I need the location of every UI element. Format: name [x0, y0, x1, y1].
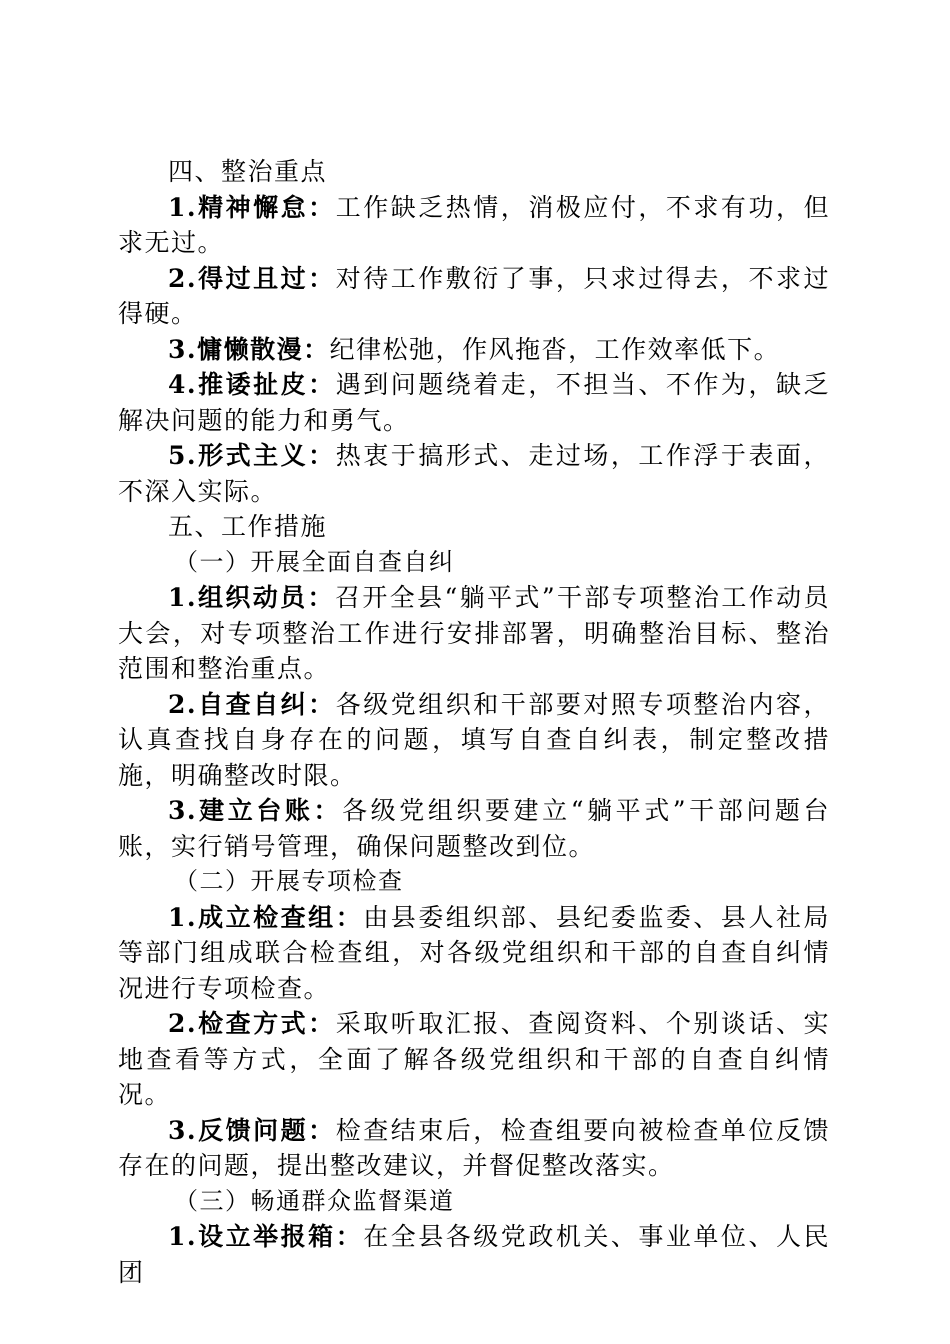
item-label: 1.精神懈怠： [168, 192, 336, 222]
item-label: 3.建立台账： [168, 796, 343, 825]
list-item [118, 332, 830, 368]
item-text: 各级党组织和干部要对照专项整治内容，认真查找自身存在的问题，填写自查自纠表，制定整改措施，明确整改时限。 [118, 689, 830, 790]
item-text: 召开全县“躺平式”干部专项整治工作动员大会，对专项整治工作进行安排部署，明确整治目标、整治范围和整治重点。 [118, 583, 830, 683]
item-label: 4.推诿扯皮： [168, 370, 336, 399]
item-label: 2.得过且过： [168, 263, 336, 293]
list-item [118, 900, 830, 1007]
item-label: 5.形式主义： [168, 441, 336, 470]
item-label: 1.设立举报箱： [168, 1222, 364, 1251]
list-item [118, 367, 830, 438]
item-text: 由县委组织部、县纪委监委、县人社局等部门组成联合检查组，对各级党组织和干部的自查自纠情况进行专项检查。 [118, 902, 830, 1003]
list-item [118, 1006, 830, 1113]
item-text: 采取听取汇报、查阅资料、个别谈话、实地查看等方式，全面了解各级党组织和干部的自查自纠情况。 [118, 1009, 830, 1109]
item-text: 工作缺乏热情，消极应付，不求有功，但求无过。 [118, 192, 830, 257]
list-item [118, 438, 830, 509]
item-text: 各级党组织要建立“躺平式”干部问题台账，实行销号管理，确保问题整改到位。 [118, 796, 830, 861]
item-label: 2.自查自纠： [168, 689, 336, 719]
item-label: 1.组织动员： [168, 583, 335, 612]
list-item [118, 261, 830, 332]
list-item [118, 580, 830, 687]
section-heading: 四、整治重点 [168, 157, 328, 186]
document-page [118, 154, 830, 1290]
item-label: 2.检查方式： [168, 1009, 336, 1038]
list-item [118, 1113, 830, 1184]
item-text: 对待工作敷衍了事，只求过得去，不求过得硬。 [118, 263, 830, 328]
item-label: 3.反馈问题： [168, 1115, 336, 1145]
item-text: 热衷于搞形式、走过场，工作浮于表面，不深入实际。 [118, 441, 830, 506]
item-text: 纪律松弛，作风拖沓，工作效率低下。 [329, 334, 781, 364]
list-item [118, 190, 830, 261]
item-label: 1.成立检查组： [168, 902, 364, 932]
item-text: 遇到问题绕着走，不担当、不作为，缺乏解决问题的能力和勇气。 [118, 370, 830, 435]
item-text: 在全县各级党政机关、事业单位、人民团 [118, 1222, 830, 1287]
item-text: 检查结束后，检查组要向被检查单位反馈存在的问题，提出整改建议，并督促整改落实。 [118, 1115, 830, 1180]
subsection-heading: （一）开展全面自查自纠 [174, 547, 455, 576]
subsection-heading: （二）开展专项检查 [174, 867, 404, 895]
item-label: 3.慵懒散漫： [168, 334, 330, 364]
list-item [118, 687, 830, 794]
section-heading: 五、工作措施 [168, 512, 328, 541]
subsection-heading: （三）畅通群众监督渠道 [174, 1186, 455, 1215]
list-item [118, 1219, 830, 1290]
list-item [118, 793, 830, 864]
